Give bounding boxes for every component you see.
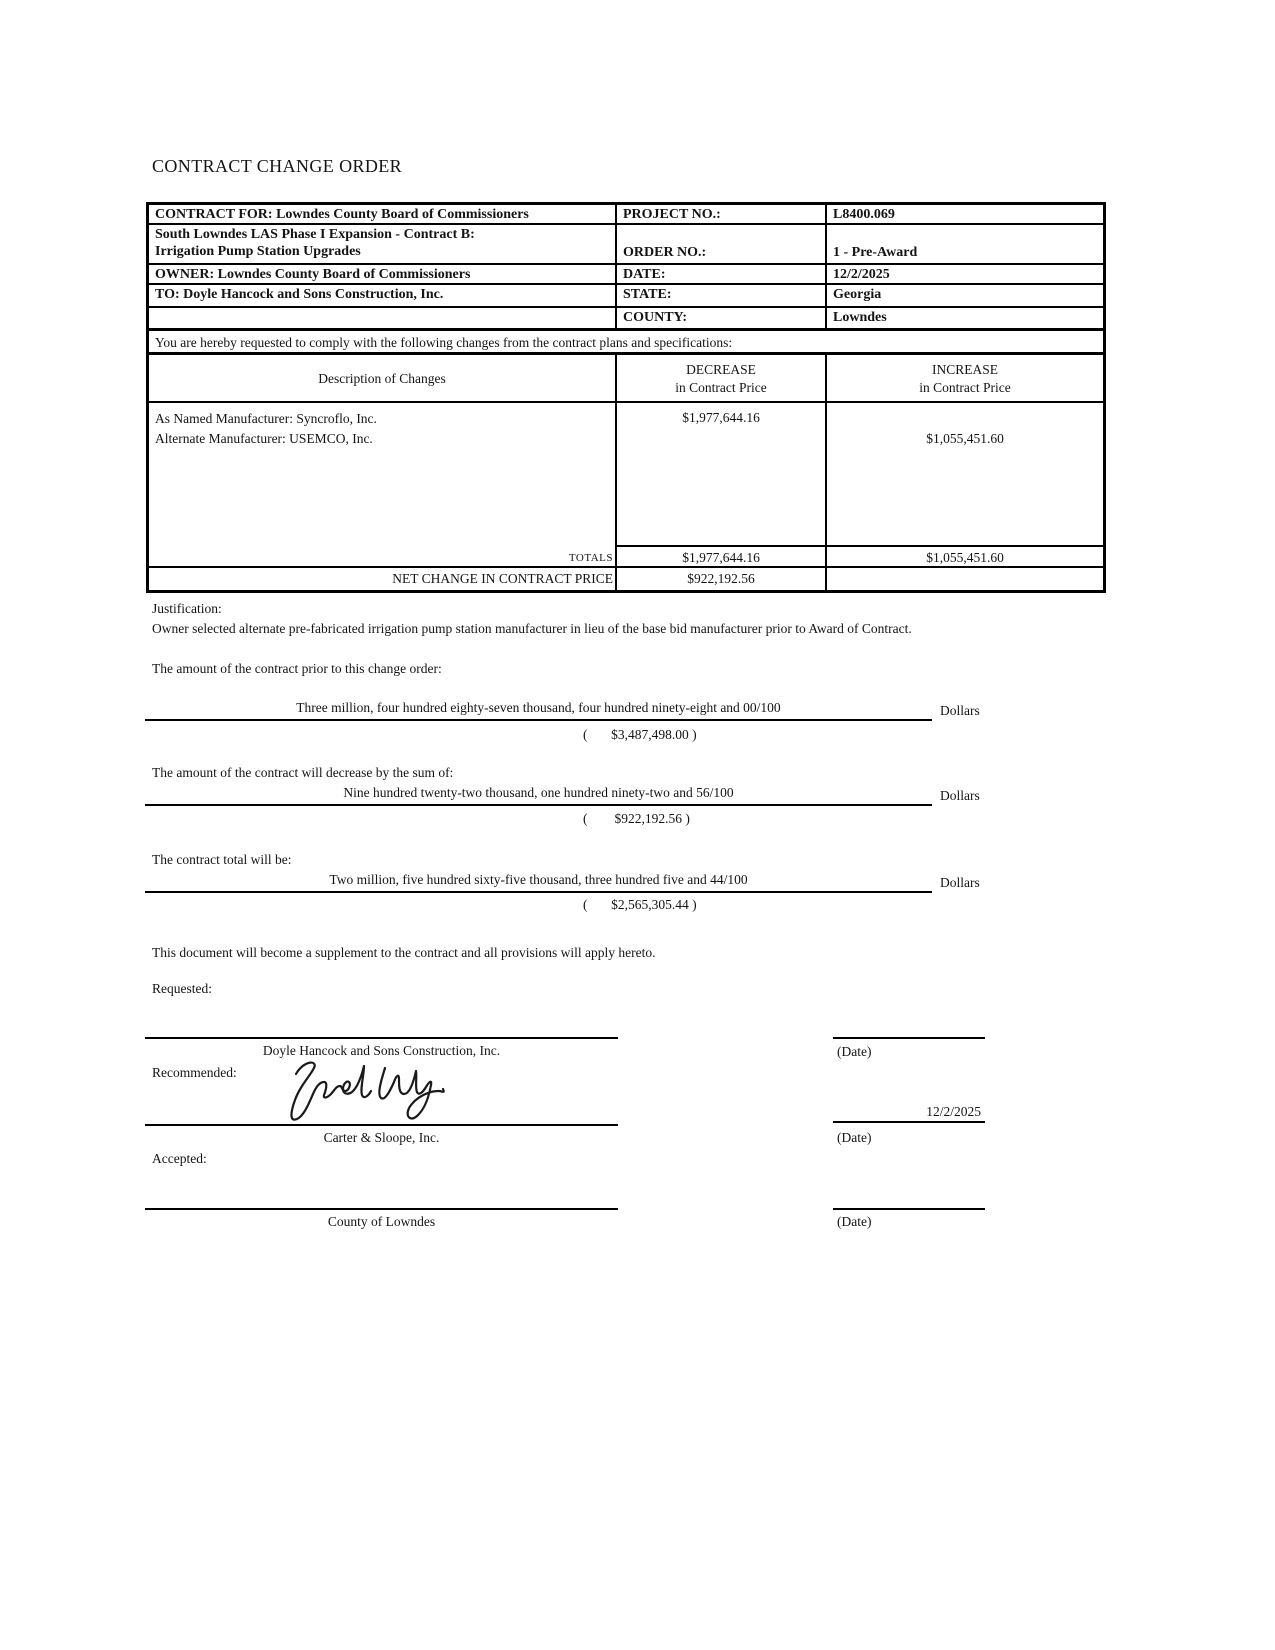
date-value: 12/2/2025: [827, 265, 1103, 285]
project-title-line1: South Lowndes LAS Phase I Expansion - Contract B:: [155, 227, 475, 242]
decrease-amount-numeric: ( $922,192.56 ): [583, 811, 690, 826]
net-change-value: $922,192.56: [617, 568, 827, 590]
project-title-line2: Irrigation Pump Station Upgrades: [155, 244, 361, 259]
request-notice: You are hereby requested to comply with the following changes from the contract plans and specifications:: [149, 331, 1103, 355]
recommended-name: Carter & Sloope, Inc.: [323, 1130, 440, 1145]
col-header-increase-line1: INCREASE: [931, 361, 998, 377]
requested-label: Requested:: [152, 981, 212, 996]
col-header-description: Description of Changes: [149, 355, 617, 403]
total-amount-words: Two million, five hundred sixty-five thousand, three hundred five and 44/100: [145, 872, 932, 893]
change-row2-increase: $1,055,451.60: [926, 431, 1004, 446]
totals-label: TOTALS: [149, 545, 617, 568]
net-change-increase-empty: [827, 568, 1103, 590]
accepted-date-label: (Date): [837, 1214, 872, 1229]
contract-for-cell: CONTRACT FOR: Lowndes County Board of Commissioners: [149, 205, 617, 225]
recommended-date-line: 12/2/2025: [833, 1104, 985, 1123]
prior-amount-label: The amount of the contract prior to this change order:: [152, 661, 442, 676]
requested-date-label: (Date): [837, 1044, 872, 1059]
order-no-value: 1 - Pre-Award: [827, 225, 1103, 265]
date-label: DATE:: [617, 265, 827, 285]
col-header-increase-line2: in Contract Price: [919, 379, 1011, 395]
recommended-date-label: (Date): [837, 1130, 872, 1145]
col-header-increase: [827, 355, 1103, 403]
col-header-decrease-line1: DECREASE: [686, 361, 756, 377]
total-amount-label: The contract total will be:: [152, 852, 292, 867]
project-no-value: L8400.069: [827, 205, 1103, 225]
accepted-signature-line: [145, 1191, 618, 1210]
prior-amount-numeric: ( $3,487,498.00 ): [583, 727, 697, 742]
prior-amount-words: Three million, four hundred eighty-seven thousand, four hundred ninety-eight and 00/100: [145, 700, 932, 721]
requested-date-line: [833, 1020, 985, 1039]
col-header-decrease: [617, 355, 827, 403]
total-amount-dollars: Dollars: [940, 875, 980, 890]
col-header-decrease-line2: in Contract Price: [675, 379, 767, 395]
project-no-label: PROJECT NO.:: [617, 205, 827, 225]
recommended-signature-line: [145, 1107, 618, 1126]
total-amount-numeric: ( $2,565,305.44 ): [583, 897, 697, 912]
county-label: COUNTY:: [617, 308, 827, 331]
order-no-label: ORDER NO.:: [617, 225, 827, 265]
contract-info-table: [146, 202, 1106, 593]
requested-name: Doyle Hancock and Sons Construction, Inc.: [262, 1043, 501, 1058]
justification-label: Justification:: [152, 601, 222, 616]
justification-text: Owner selected alternate pre-fabricated irrigation pump station manufacturer in lieu of the base bid manufacturer prior to Award of Contract.: [152, 621, 912, 636]
empty-cell: [149, 308, 617, 331]
change-description-cell: [149, 403, 617, 545]
net-change-label: NET CHANGE IN CONTRACT PRICE: [149, 568, 617, 590]
owner-cell: OWNER: Lowndes County Board of Commissioners: [149, 265, 617, 285]
project-title-cell: [149, 225, 617, 265]
county-value: Lowndes: [827, 308, 1103, 331]
change-row1-description: As Named Manufacturer: Syncroflo, Inc.: [155, 411, 377, 426]
state-label: STATE:: [617, 285, 827, 308]
decrease-amount-label: The amount of the contract will decrease by the sum of:: [152, 765, 454, 780]
accepted-name: County of Lowndes: [327, 1214, 436, 1229]
page-title: CONTRACT CHANGE ORDER: [152, 156, 403, 176]
decrease-amount-dollars: Dollars: [940, 788, 980, 803]
accepted-label: Accepted:: [152, 1151, 207, 1166]
prior-amount-dollars: Dollars: [940, 703, 980, 718]
to-cell: TO: Doyle Hancock and Sons Construction, Inc.: [149, 285, 617, 308]
totals-decrease: $1,977,644.16: [617, 545, 827, 568]
decrease-amount-words: Nine hundred twenty-two thousand, one hundred ninety-two and 56/100: [145, 785, 932, 806]
supplement-note: This document will become a supplement to the contract and all provisions will apply hereto.: [152, 945, 656, 960]
state-value: Georgia: [827, 285, 1103, 308]
change-row1-decrease: $1,977,644.16: [617, 403, 827, 545]
change-row2-description: Alternate Manufacturer: USEMCO, Inc.: [155, 431, 373, 446]
requested-signature-line: [145, 1020, 618, 1039]
recommended-label: Recommended:: [152, 1065, 237, 1080]
totals-increase: $1,055,451.60: [827, 545, 1103, 568]
accepted-date-line: [833, 1191, 985, 1210]
